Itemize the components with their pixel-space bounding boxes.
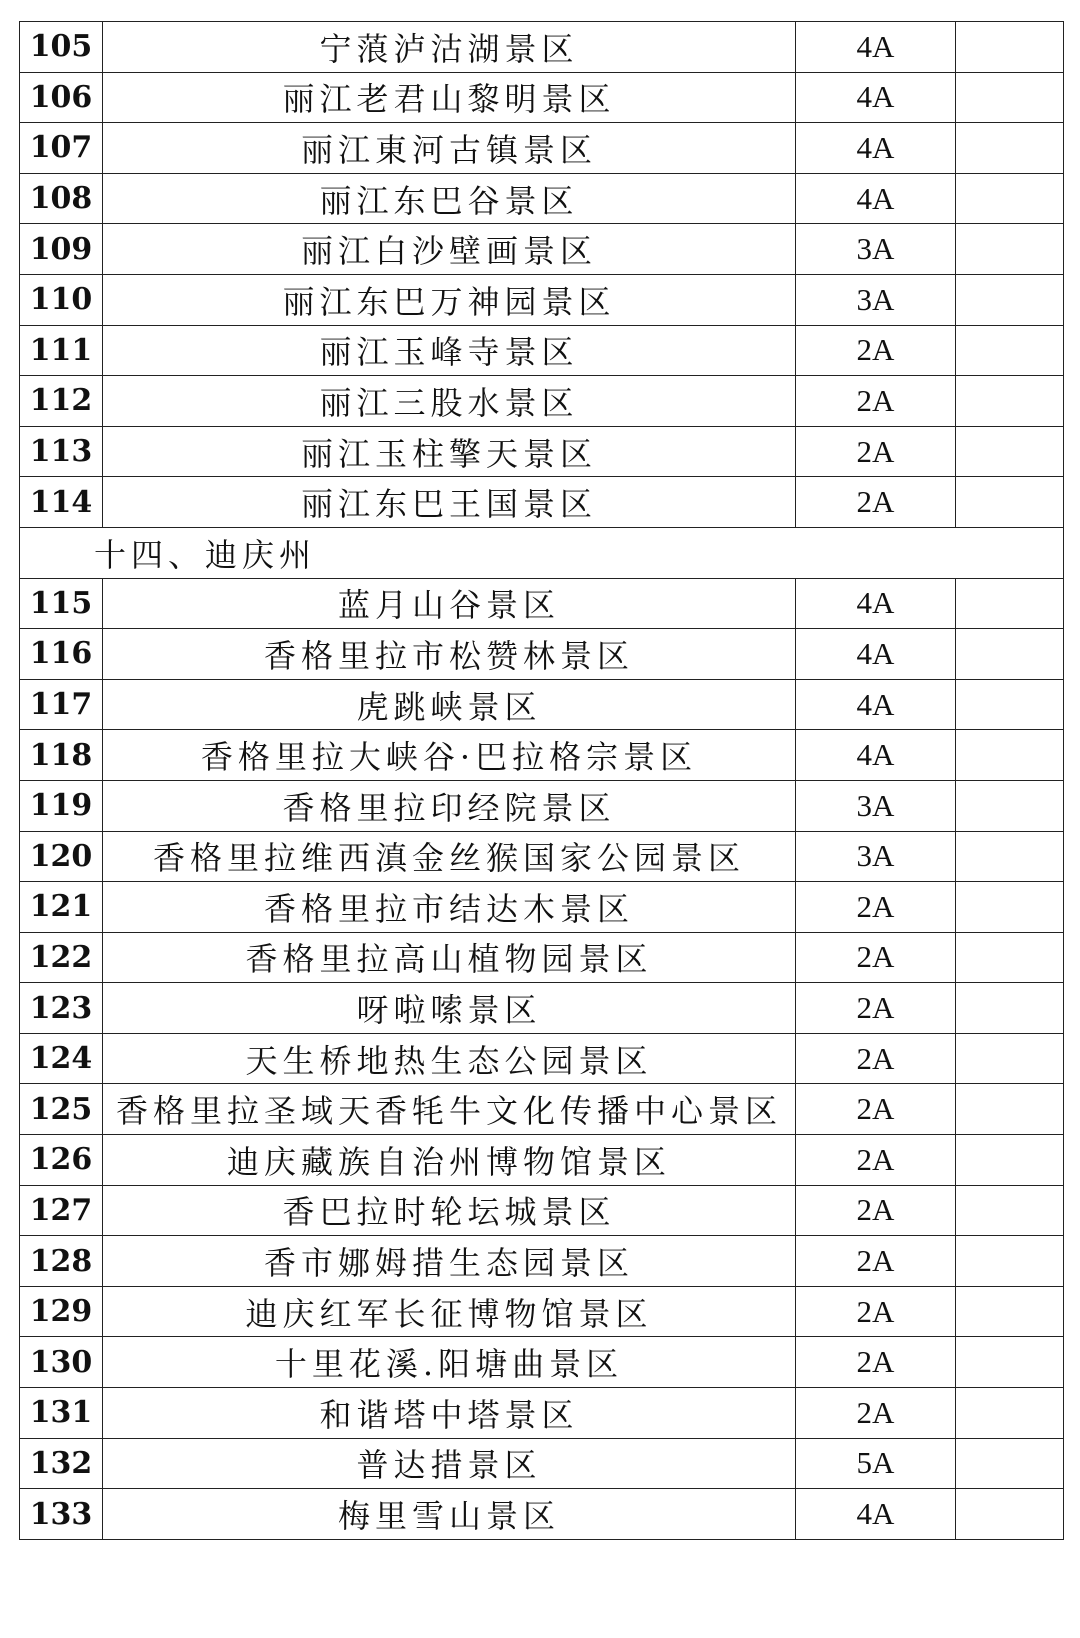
table-row [20, 1489, 1064, 1540]
remarks-cell [956, 1084, 1064, 1135]
table-row [20, 1033, 1064, 1084]
table-row [20, 983, 1064, 1034]
table-row [20, 22, 1064, 73]
table-row [20, 1337, 1064, 1388]
table-row [20, 274, 1064, 325]
table-row [20, 629, 1064, 680]
row-number: 114 [20, 477, 103, 528]
remarks-cell [956, 578, 1064, 629]
scenic-area-grade: 4A [796, 730, 956, 781]
table-row [20, 578, 1064, 629]
table-group-diqing [20, 578, 1064, 1539]
row-number: 125 [20, 1084, 103, 1135]
scenic-area-name: 丽江东巴谷景区 [103, 173, 796, 224]
remarks-cell [956, 72, 1064, 123]
scenic-area-name: 香市娜姆措生态园景区 [103, 1236, 796, 1287]
scenic-area-name: 丽江東河古镇景区 [103, 123, 796, 174]
remarks-cell [956, 173, 1064, 224]
scenic-area-grade: 2A [796, 1236, 956, 1287]
scenic-area-grade: 2A [796, 932, 956, 983]
remarks-cell [956, 1489, 1064, 1540]
remarks-cell [956, 477, 1064, 528]
row-number: 129 [20, 1286, 103, 1337]
scenic-area-grade: 3A [796, 274, 956, 325]
row-number: 127 [20, 1185, 103, 1236]
row-number: 111 [20, 325, 103, 376]
remarks-cell [956, 426, 1064, 477]
scenic-area-name: 呀啦嗦景区 [103, 983, 796, 1034]
remarks-cell [956, 1337, 1064, 1388]
scenic-area-grade: 4A [796, 679, 956, 730]
scenic-area-grade: 2A [796, 325, 956, 376]
remarks-cell [956, 983, 1064, 1034]
remarks-cell [956, 780, 1064, 831]
scenic-area-name: 梅里雪山景区 [103, 1489, 796, 1540]
row-number: 120 [20, 831, 103, 882]
table-row [20, 72, 1064, 123]
row-number: 113 [20, 426, 103, 477]
row-number: 121 [20, 882, 103, 933]
table-row [20, 831, 1064, 882]
row-number: 126 [20, 1135, 103, 1186]
row-number: 112 [20, 376, 103, 427]
row-number: 109 [20, 224, 103, 275]
table-row [20, 123, 1064, 174]
table-row [20, 780, 1064, 831]
remarks-cell [956, 831, 1064, 882]
row-number: 119 [20, 780, 103, 831]
scenic-area-grade: 2A [796, 1033, 956, 1084]
remarks-cell [956, 1033, 1064, 1084]
row-number: 122 [20, 932, 103, 983]
scenic-area-grade: 2A [796, 1337, 956, 1388]
remarks-cell [956, 679, 1064, 730]
remarks-cell [956, 882, 1064, 933]
scenic-area-name: 丽江三股水景区 [103, 376, 796, 427]
scenic-area-grade: 2A [796, 983, 956, 1034]
row-number: 115 [20, 578, 103, 629]
scenic-area-name: 丽江东巴万神园景区 [103, 274, 796, 325]
table-row [20, 224, 1064, 275]
table-row [20, 679, 1064, 730]
scenic-area-grade: 3A [796, 224, 956, 275]
row-number: 110 [20, 274, 103, 325]
table-row [20, 325, 1064, 376]
table-group-lijiang [20, 22, 1064, 528]
remarks-cell [956, 123, 1064, 174]
remarks-cell [956, 1286, 1064, 1337]
remarks-cell [956, 1388, 1064, 1439]
scenic-area-name: 迪庆藏族自治州博物馆景区 [103, 1135, 796, 1186]
scenic-area-name: 丽江东巴王国景区 [103, 477, 796, 528]
scenic-area-name: 丽江玉柱擎天景区 [103, 426, 796, 477]
scenic-area-grade: 3A [796, 780, 956, 831]
scenic-area-grade: 4A [796, 123, 956, 174]
scenic-area-name: 香巴拉时轮坛城景区 [103, 1185, 796, 1236]
scenic-area-grade: 2A [796, 1286, 956, 1337]
row-number: 123 [20, 983, 103, 1034]
scenic-area-grade: 3A [796, 831, 956, 882]
section-heading-row [20, 527, 1064, 578]
row-number: 116 [20, 629, 103, 680]
table-section [20, 527, 1064, 578]
scenic-area-name: 丽江玉峰寺景区 [103, 325, 796, 376]
remarks-cell [956, 224, 1064, 275]
table-row [20, 376, 1064, 427]
row-number: 132 [20, 1438, 103, 1489]
scenic-area-grade: 4A [796, 72, 956, 123]
remarks-cell [956, 1438, 1064, 1489]
table-row [20, 426, 1064, 477]
scenic-area-name: 迪庆红军长征博物馆景区 [103, 1286, 796, 1337]
row-number: 105 [20, 22, 103, 73]
scenic-area-grade: 2A [796, 1135, 956, 1186]
scenic-area-grade: 5A [796, 1438, 956, 1489]
row-number: 128 [20, 1236, 103, 1287]
remarks-cell [956, 274, 1064, 325]
remarks-cell [956, 22, 1064, 73]
scenic-area-list-sheet [19, 21, 1063, 1540]
row-number: 107 [20, 123, 103, 174]
remarks-cell [956, 629, 1064, 680]
row-number: 131 [20, 1388, 103, 1439]
scenic-area-grade: 2A [796, 426, 956, 477]
remarks-cell [956, 1185, 1064, 1236]
table-row [20, 1185, 1064, 1236]
scenic-area-grade: 4A [796, 629, 956, 680]
remarks-cell [956, 932, 1064, 983]
row-number: 106 [20, 72, 103, 123]
row-number: 133 [20, 1489, 103, 1540]
table-row [20, 882, 1064, 933]
table-row [20, 730, 1064, 781]
table-row [20, 477, 1064, 528]
row-number: 117 [20, 679, 103, 730]
table-row [20, 1286, 1064, 1337]
table-row [20, 1438, 1064, 1489]
scenic-area-table [19, 21, 1064, 1540]
remarks-cell [956, 1135, 1064, 1186]
row-number: 118 [20, 730, 103, 781]
scenic-area-name: 虎跳峡景区 [103, 679, 796, 730]
scenic-area-grade: 2A [796, 1185, 956, 1236]
remarks-cell [956, 730, 1064, 781]
scenic-area-grade: 2A [796, 1388, 956, 1439]
table-row [20, 1135, 1064, 1186]
scenic-area-name: 香格里拉市结达木景区 [103, 882, 796, 933]
row-number: 130 [20, 1337, 103, 1388]
row-number: 108 [20, 173, 103, 224]
remarks-cell [956, 376, 1064, 427]
scenic-area-name: 和谐塔中塔景区 [103, 1388, 796, 1439]
scenic-area-name: 丽江老君山黎明景区 [103, 72, 796, 123]
table-row [20, 1236, 1064, 1287]
scenic-area-name: 普达措景区 [103, 1438, 796, 1489]
scenic-area-grade: 2A [796, 477, 956, 528]
scenic-area-grade: 4A [796, 173, 956, 224]
scenic-area-name: 香格里拉市松赞林景区 [103, 629, 796, 680]
scenic-area-name: 香格里拉大峡谷·巴拉格宗景区 [103, 730, 796, 781]
scenic-area-grade: 2A [796, 376, 956, 427]
scenic-area-name: 宁蒗泸沽湖景区 [103, 22, 796, 73]
scenic-area-name: 香格里拉维西滇金丝猴国家公园景区 [103, 831, 796, 882]
scenic-area-grade: 2A [796, 882, 956, 933]
remarks-cell [956, 325, 1064, 376]
table-row [20, 1388, 1064, 1439]
table-row [20, 1084, 1064, 1135]
scenic-area-name: 十里花溪.阳塘曲景区 [103, 1337, 796, 1388]
scenic-area-name: 蓝月山谷景区 [103, 578, 796, 629]
scenic-area-grade: 4A [796, 578, 956, 629]
scenic-area-grade: 4A [796, 22, 956, 73]
row-number: 124 [20, 1033, 103, 1084]
scenic-area-grade: 4A [796, 1489, 956, 1540]
scenic-area-name: 香格里拉印经院景区 [103, 780, 796, 831]
scenic-area-name: 香格里拉高山植物园景区 [103, 932, 796, 983]
scenic-area-name: 香格里拉圣域天香牦牛文化传播中心景区 [103, 1084, 796, 1135]
scenic-area-grade: 2A [796, 1084, 956, 1135]
scenic-area-name: 天生桥地热生态公园景区 [103, 1033, 796, 1084]
table-row [20, 932, 1064, 983]
scenic-area-name: 丽江白沙壁画景区 [103, 224, 796, 275]
section-heading: 十四、迪庆州 [20, 527, 1064, 578]
table-row [20, 173, 1064, 224]
remarks-cell [956, 1236, 1064, 1287]
